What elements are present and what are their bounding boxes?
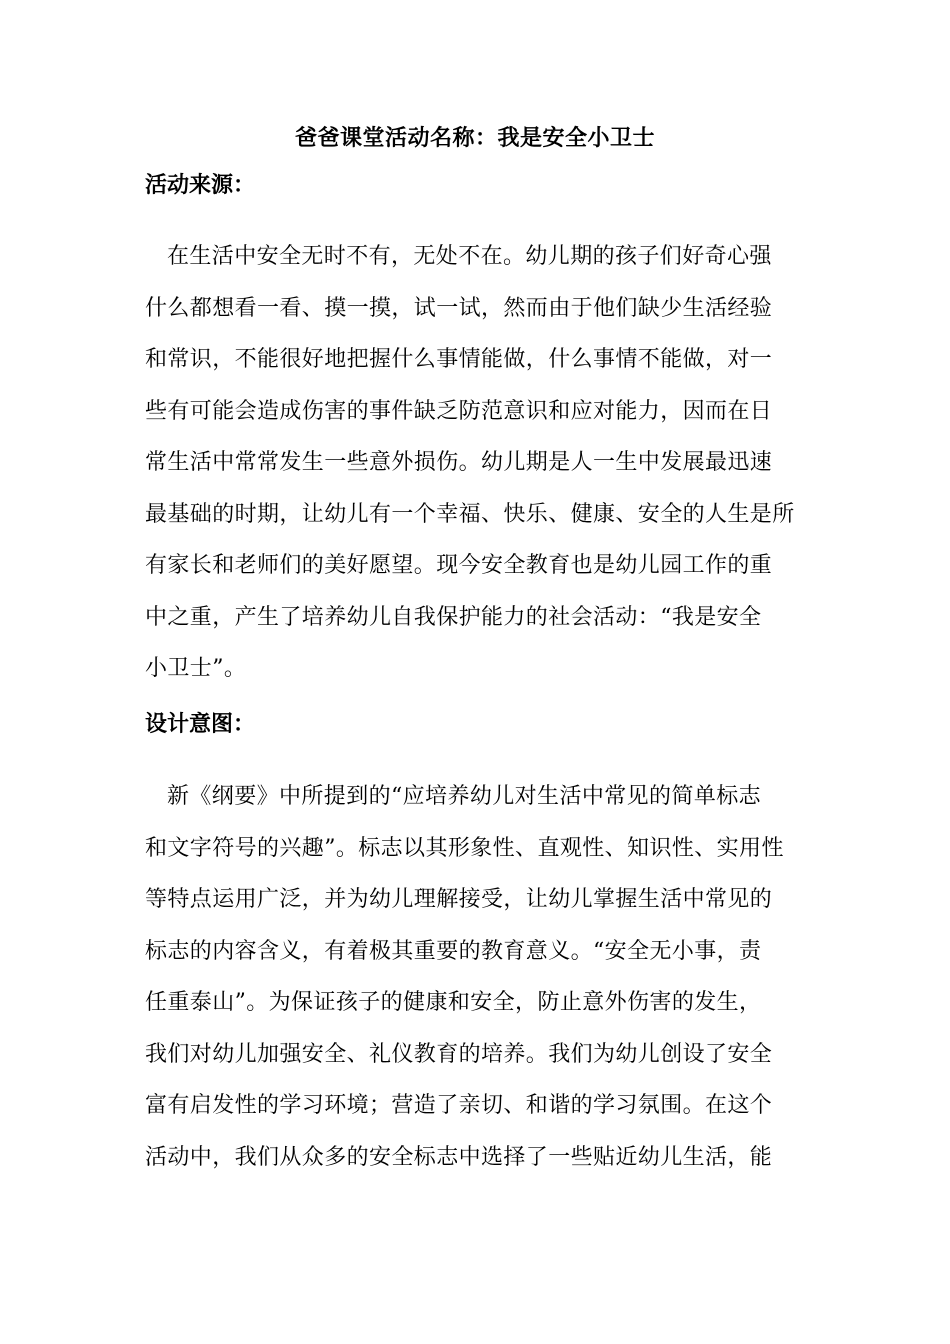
paragraph-line: 标志的内容含义，有着极其重要的教育意义。“安全无小事，责 [145, 938, 762, 964]
paragraph-line: 什么都想看一看、摸一摸，试一试，然而由于他们缺少生活经验 [145, 295, 773, 321]
paragraph-line: 和常识，不能很好地把握什么事情能做，什么事情不能做，对一 [145, 347, 773, 372]
section-heading-design-intent: 设计意图： [145, 711, 256, 737]
paragraph-activity-source [145, 231, 815, 695]
paragraph-line: 在生活中安全无时不有，无处不在。幼儿期的孩子们好奇心强 [167, 244, 772, 269]
paragraph-line: 新《纲要》中所提到的“应培养幼儿对生活中常见的简单标志 [167, 784, 762, 809]
paragraph-line: 和文字符号的兴趣”。标志以其形象性、直观性、知识性、实用性 [145, 835, 784, 861]
paragraph-line: 最基础的时期，让幼儿有一个幸福、快乐、健康、安全的人生是所 [145, 501, 795, 527]
paragraph-line: 任重泰山”。为保证孩子的健康和安全，防止意外伤害的发生， [145, 990, 762, 1015]
paragraph-line: 活动中，我们从众多的安全标志中选择了一些贴近幼儿生活，能 [145, 1144, 773, 1170]
paragraph-line: 小卫士”。 [145, 656, 247, 681]
paragraph-line: 有家长和老师们的美好愿望。现今安全教育也是幼儿园工作的重 [145, 553, 773, 578]
paragraph-line: 富有启发性的学习环境；营造了亲切、和谐的学习氛围。在这个 [145, 1093, 773, 1118]
paragraph-line: 我们对幼儿加强安全、礼仪教育的培养。我们为幼儿创设了安全 [145, 1041, 773, 1067]
paragraph-line: 中之重，产生了培养幼儿自我保护能力的社会活动：“我是安全 [145, 604, 762, 630]
paragraph-line: 些有可能会造成伤害的事件缺乏防范意识和应对能力，因而在日 [145, 398, 773, 424]
paragraph-line: 等特点运用广泛，并为幼儿理解接受，让幼儿掌握生活中常见的 [145, 887, 773, 912]
document-title: 爸爸课堂活动名称：我是安全小卫士 [294, 125, 655, 151]
paragraph-design-intent [145, 771, 815, 1183]
paragraph-line: 常生活中常常发生一些意外损伤。幼儿期是人一生中发展最迅速 [145, 450, 773, 475]
section-heading-activity-source: 活动来源： [145, 172, 256, 198]
